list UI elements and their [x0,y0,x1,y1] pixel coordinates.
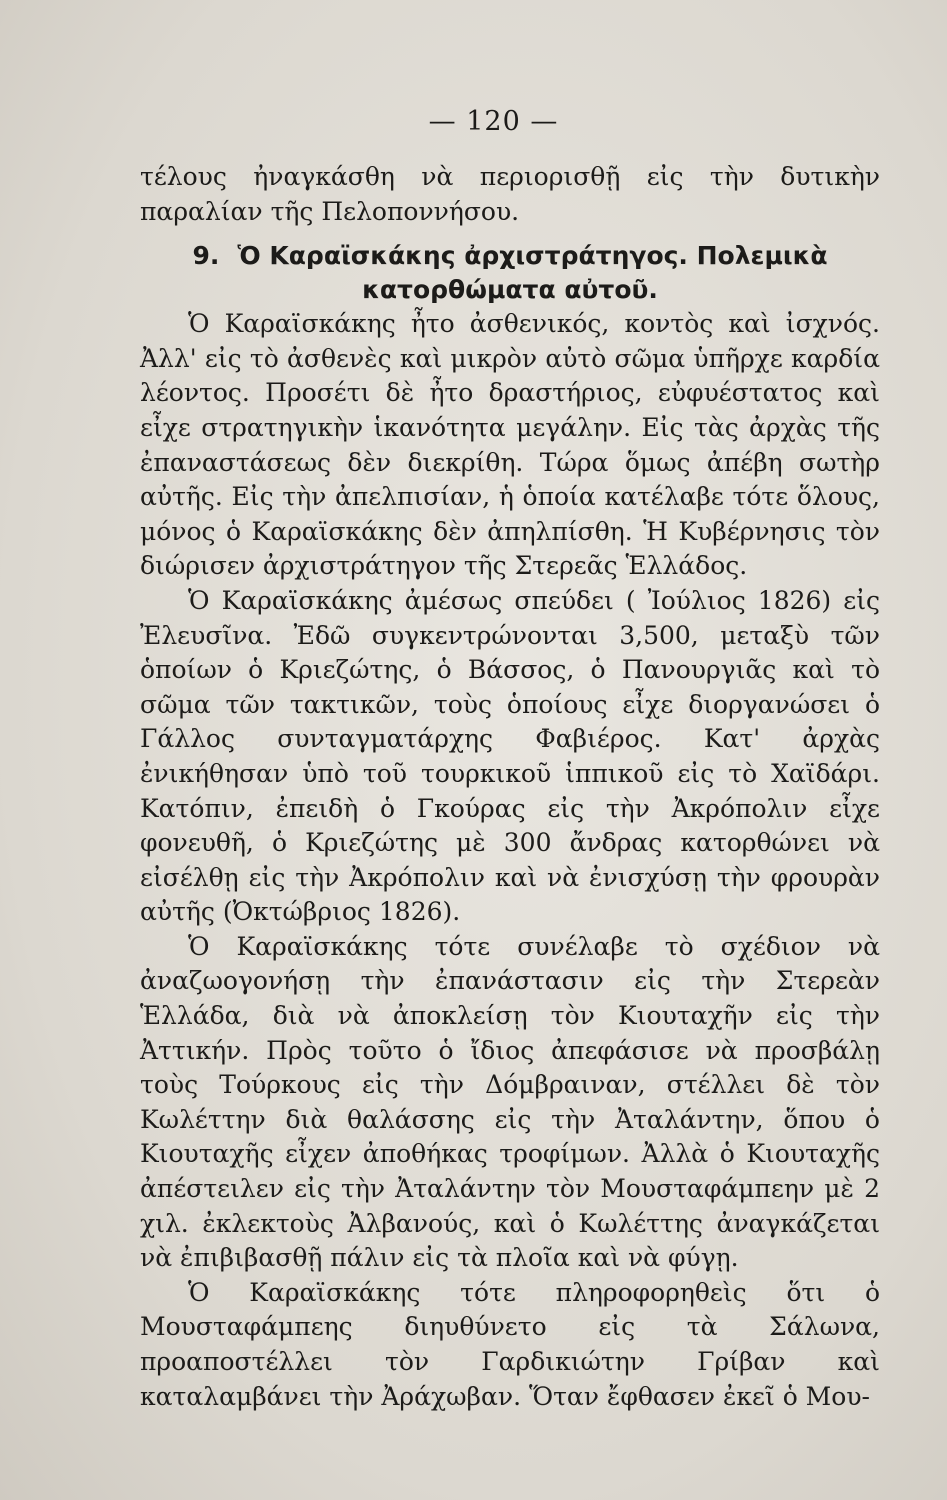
page-body [140,160,880,1414]
paragraph-eleusis: Ὁ Καραϊσκάκης ἀμέσως σπεύδει ( Ἰούλιος 1826) εἰς Ἐλευσῖνα. Ἐδῶ συγκεντρώνονται 3,500, μεταξὺ τῶν ὁποίων ὁ Κριεζώτης, ὁ Βάσσος, ὁ Πανουργιᾶς καὶ τὸ σῶμα τῶν τακτικῶν, τοὺς ὁποίους εἶχε διοργανώσει ὁ Γάλλος συνταγματάρχης Φαβιέρος. Κατ' ἀρχὰς ἐνικήθησαν ὑπὸ τοῦ τουρκικοῦ ἱππικοῦ εἰς τὸ Χαϊδάρι. Κατόπιν, ἐπειδὴ ὁ Γκούρας εἰς τὴν Ἀκρόπολιν εἶχε φονευθῆ, ὁ Κριεζώτης μὲ 300 ἄνδρας κατορθώνει νὰ εἰσέλθῃ εἰς τὴν Ἀκρόπολιν καὶ νὰ ἐνισχύσῃ τὴν φρουρὰν αὐτῆς (Ὀκτώβριος 1826). [140,585,880,927]
section-heading [140,239,880,307]
page-header [0,106,947,137]
page-number: — 120 — [428,106,559,137]
section-title-line1: Ὁ Καραϊσκάκης ἀρχιστράτηγος. Πολεμικὰ [237,241,828,271]
paragraph-plan: Ὁ Καραϊσκάκης τότε συνέλαβε τὸ σχέδιον νὰ ἀναζωογονήσῃ τὴν ἐπανάστασιν εἰς τὴν Στερεὰν Ἑλλάδα, διὰ νὰ ἀποκλείσῃ τὸν Κιουταχῆν εἰς τὴν Ἀττικήν. Πρὸς τοῦτο ὁ ἴδιος ἀπεφάσισε νὰ προσβάλῃ τοὺς Τούρκους εἰς τὴν Δόμβραιναν, στέλλει δὲ τὸν Κωλέττην διὰ θαλάσσης εἰς τὴν Ἀταλάντην, ὅπου ὁ Κιουταχῆς εἶχεν ἀποθήκας τροφίμων. Ἀλλὰ ὁ Κιουταχῆς ἀπέστειλεν εἰς τὴν Ἀταλάντην τὸν Μουσταφάμπεην μὲ 2 χιλ. ἐκλεκτοὺς Ἀλβανούς, καὶ ὁ Κωλέττης ἀναγκάζεται νὰ ἐπιβιβασθῇ πάλιν εἰς τὰ πλοῖα καὶ νὰ φύγῃ. [140,931,880,1273]
paragraph-arachova: Ὁ Καραϊσκάκης τότε πληροφορηθεὶς ὅτι ὁ Μουσταφάμπεης διηυθύνετο εἰς τὰ Σάλωνα, προαποστέλλει τὸν Γαρδικιώτην Γρίβαν καὶ καταλαμβάνει τὴν Ἀράχωβαν. Ὅταν ἔφθασεν ἐκεῖ ὁ Μου- [140,1277,880,1411]
paragraph-karaiskakis-character: Ὁ Καραϊσκάκης ἦτο ἀσθενικός, κοντὸς καὶ ἰσχνός. Ἀλλ' εἰς τὸ ἀσθενὲς καὶ μικρὸν αὐτὸ σῶμα ὑπῆρχε καρδία λέοντος. Προσέτι δὲ ἦτο δραστήριος, εὐφυέστατος καὶ εἶχε στρατηγικὴν ἱκανότητα μεγάλην. Εἰς τὰς ἀρχὰς τῆς ἐπαναστάσεως δὲν διεκρίθη. Τώρα ὅμως ἀπέβη σωτὴρ αὐτῆς. Εἰς τὴν ἀπελπισίαν, ἡ ὁποία κατέλαβε τότε ὅλους, μόνος ὁ Καραϊσκάκης δὲν ἀπηλπίσθη. Ἡ Κυβέρνησις τὸν διώρισεν ἀρχιστράτηγον τῆς Στερεᾶς Ἑλλάδος. [140,309,880,581]
section-number: 9. [192,241,220,271]
section-title-line2: κατορθώματα αὐτοῦ. [362,275,658,305]
paragraph-continuation: τέλους ἠναγκάσθη νὰ περιορισθῇ εἰς τὴν δυτικὴν παραλίαν τῆς Πελοποννήσου. [140,162,880,226]
